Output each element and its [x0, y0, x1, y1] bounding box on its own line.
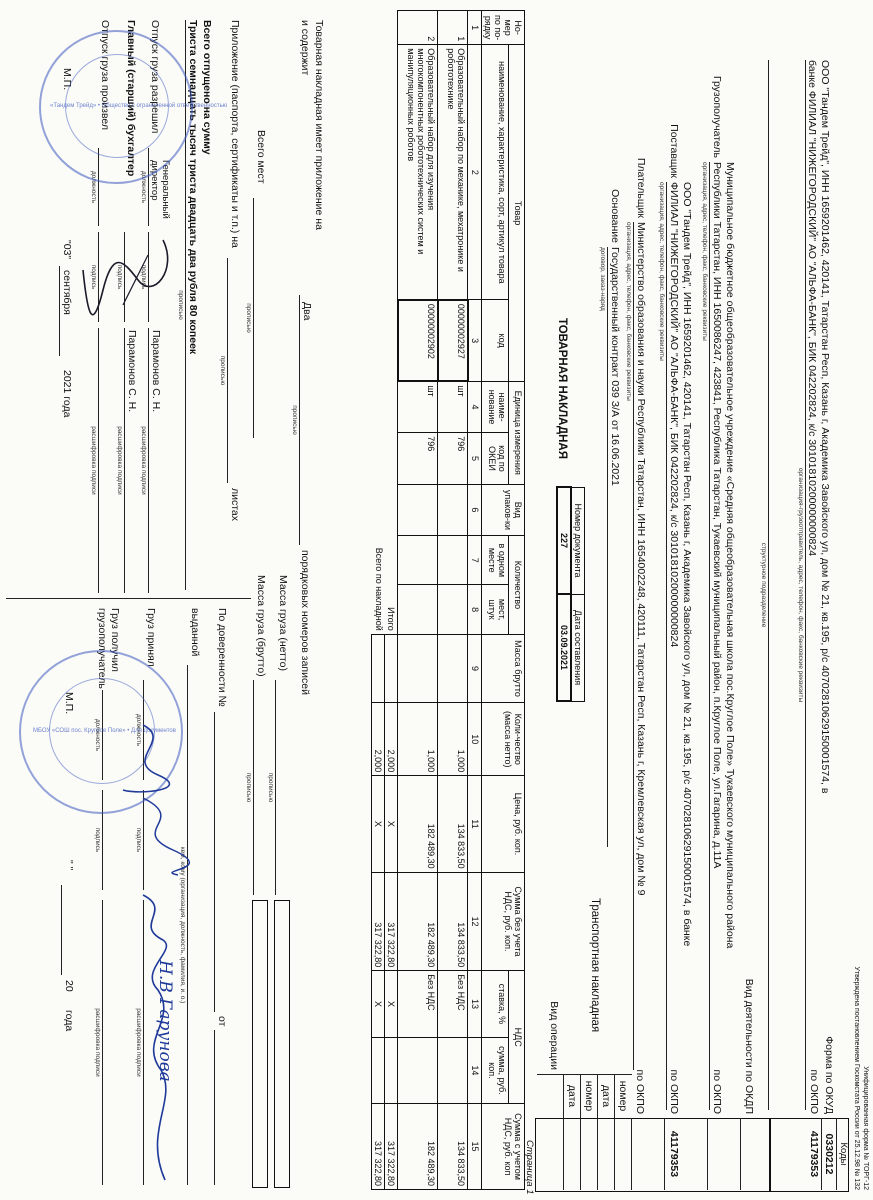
propisyu-5: прописью: [219, 355, 226, 386]
itogo-total: 317 322,80: [385, 1104, 398, 1190]
doc-date: 03.09.2021: [557, 594, 571, 701]
approved-label: Утверждена постановлением Госкомстата России от 25.12.98 № 132: [853, 966, 860, 1190]
permit-name: Парамонов С. Н.: [150, 330, 162, 413]
col-num: 9: [468, 634, 482, 703]
doc-number-header: Номер документа: [571, 487, 585, 594]
itogo-label: Итого: [385, 11, 398, 635]
okpo3-value: 41179353: [668, 1130, 680, 1178]
chief-accountant-name: Парамонов С. Н.: [126, 330, 138, 413]
position-caption-1: должность: [140, 170, 147, 204]
col-num: 6: [468, 484, 482, 535]
signature-caption-3: подпись: [90, 264, 97, 290]
col-num: 7: [468, 536, 482, 585]
col-num: 11: [468, 776, 482, 872]
permit-label: Отпуск груза разрешил: [149, 20, 161, 134]
net-mass-box: [274, 900, 290, 1188]
payer-caption: организация, адрес, телефон, факс, банковские реквизиты: [625, 222, 632, 401]
th-vat-rate: ставка, %: [482, 971, 509, 1037]
okpo-value: 41179353: [808, 1130, 820, 1178]
row-vat-rate: Без НДС: [398, 971, 438, 1037]
from-label: от: [216, 1016, 228, 1027]
position-caption-3: должность: [90, 170, 97, 204]
table-row: [438, 11, 468, 1190]
document-title: ТОВАРНАЯ НАКЛАДНАЯ: [556, 318, 568, 459]
date-day: "03": [61, 240, 73, 260]
vsego-sum: 317 322,80: [372, 872, 385, 971]
released-sum-label: Всего отпущено на сумму: [201, 20, 213, 155]
th-pack: Вид упаков-ки: [482, 484, 525, 535]
released-sum-value: Триста семнадцать тысяч триста двадцать два рубля 80 копеек: [187, 20, 199, 355]
col-num: 3: [468, 300, 482, 381]
position-caption-4: должность: [135, 713, 142, 747]
buyer-stamp-text: МБОУ «СОШ пос. Круглое Поле» • Для документов: [33, 728, 176, 734]
issued-label: выданной: [189, 608, 201, 657]
col-num: 14: [468, 1037, 482, 1103]
th-vat-sum: сумма, руб. коп.: [482, 1037, 509, 1103]
sheets-label: листах: [229, 488, 241, 522]
vsego-total: 317 322,80: [372, 1104, 385, 1190]
itogo-price: X: [385, 776, 398, 872]
th-no: Но-мер по по-рядку: [482, 11, 525, 45]
chief-accountant-label: Главный (старший) бухгалтер: [125, 20, 137, 177]
places-label: Всего мест: [255, 130, 267, 184]
position-caption-5: должность: [94, 718, 101, 752]
signature-caption-2: подпись: [116, 264, 123, 290]
ordinal-records: порядковых номеров записей: [299, 550, 311, 695]
mp-left: М.П.: [61, 68, 73, 91]
propisyu-2: прописью: [267, 772, 274, 803]
vsego-row: [372, 11, 385, 1190]
receive-date: " ": [63, 860, 75, 871]
okud-value: 0330212: [823, 1133, 835, 1175]
col-num: 1: [468, 11, 482, 45]
decode-caption-3: расшифровка подписи: [90, 426, 97, 495]
column-number-row: [468, 11, 482, 1190]
mp-right: М.П.: [63, 692, 75, 715]
basis-label: Основание: [609, 189, 621, 243]
payer-label: Плательщик: [635, 157, 647, 218]
consignee-line1: Муниципальное бюджетное общеобразовательное учреждение «Средняя общеобразовательная школа пос.Круглое Поле» Тукаевского муниципального района: [724, 162, 736, 949]
net-mass-label: Масса груза (нетто): [277, 575, 289, 671]
itogo-net: 2,000: [385, 703, 398, 776]
consignor-line1: ООО "Тандем Трейд", ИНН 1659201462, 420141, Татарстан Респ, Казань г, Академика Завойского ул, дом № 21, кв.195, р/с 40702810629150001574, в: [819, 60, 831, 794]
row-no: 2: [398, 11, 438, 45]
row-net: 1,000: [398, 703, 438, 776]
power-label: По доверенности №: [216, 608, 228, 707]
attachment-label: Приложение (паспорта, сертификаты и т.п.) на: [229, 20, 241, 248]
doc-number: 227: [557, 487, 571, 594]
supplier-line1: ООО "Тандем Трейд", ИНН 1659201462, 420141, Татарстан Респ, Казань г, Академика Завойского ул, дом № 21, кв.195, р/с 40702810629150001574, в банке: [681, 182, 693, 947]
accepted-signature-2: [123, 790, 193, 880]
date-year: 2021 года: [61, 370, 73, 418]
date2-label: дата: [566, 1084, 578, 1108]
th-name: наименование, характеристика, сорт, артикул товара: [482, 45, 509, 300]
okpo3-label: по ОКПО: [668, 1069, 680, 1114]
contains-label: и содержит: [299, 20, 311, 76]
okpo4-label: по ОКПО: [634, 1069, 646, 1114]
row-sum: 134 833,50: [438, 872, 468, 971]
decode-caption-2: расшифровка подписи: [116, 426, 123, 495]
signature-caption-4: подпись: [135, 827, 142, 853]
propisyu-3: прописью: [245, 772, 252, 803]
row-code: 00000002927: [438, 300, 468, 381]
vsego-label: Всего по накладной: [374, 547, 384, 631]
basis-value: Государственный контракт 039 З/А от 16.06.2021: [609, 247, 621, 486]
th-price: Цена, руб. коп.: [482, 776, 525, 872]
okud-label: Форма по ОКУД: [823, 1036, 835, 1114]
consignee-line2: Республики Татарстан, ИНН 1650086247, 423841, Республика Татарстан, Тукаевский муниципальный район, п.Круглое Поле, ул.Гагарина, д.11А: [711, 162, 723, 869]
goods-table: [372, 10, 526, 1190]
decode-caption-4: расшифровка подписи: [135, 1008, 142, 1077]
issued-caption: кем, кому (организация, должность, фамилия, и. о.): [179, 846, 186, 1004]
accepted-signature: [113, 720, 183, 800]
permit-position: Генеральный директор: [149, 160, 171, 219]
row-no: 1: [438, 11, 468, 45]
propisyu-6: прописью: [177, 290, 184, 320]
gross-mass-box: [252, 900, 268, 1188]
th-vat: НДС: [509, 971, 525, 1104]
receiver-handwritten-name: Н.В Гарунова: [155, 960, 175, 1082]
payer-line1: Министерство образования и науки Республики Татарстан, ИНН 1654002248, 420111, Татарстан Респ, Казань г, Кремлевская ул, дом № 9: [635, 222, 647, 896]
transport-label: Транспортная накладная: [589, 898, 601, 1033]
th-net: Коли-чество (масса нетто): [482, 703, 525, 776]
table-row: [398, 11, 438, 1190]
col-num: 13: [468, 971, 482, 1037]
row-okei: 796: [398, 433, 438, 484]
row-name: Образовательный набор по механике, мехатронике и робототехнике: [438, 45, 468, 300]
th-qty-one: в одном месте: [482, 536, 509, 585]
number2-label: номер: [583, 1080, 595, 1112]
unified-form-label: Унифицированная форма № ТОРГ-12: [862, 1066, 869, 1190]
supplier-line2: ФИЛИАЛ "НИЖЕГОРОДСКИЙ" АО "АЛЬФА-БАНК", БИК 042202824, к/с 30101810200000000824: [668, 182, 680, 648]
okdp-label: Вид деятельности по ОКДП: [743, 978, 755, 1114]
supplier-label: Поставщик: [668, 124, 680, 178]
itogo-sum: 317 322,80: [385, 872, 398, 971]
consignee-caption: организация, адрес, телефон, факс, банковские реквизиты: [701, 162, 708, 341]
shipped-label: Отпуск груза произвел: [99, 20, 111, 131]
th-sum-novat: Сумма без учета НДС, руб. коп.: [482, 872, 525, 971]
th-qty: Количество: [509, 536, 525, 635]
attachment-line: Товарная накладная имеет приложение на: [313, 20, 325, 230]
itogo-row: [385, 11, 398, 1190]
vsego-price: X: [372, 776, 385, 872]
contains-value: Два: [301, 302, 313, 321]
row-vat-rate: Без НДС: [438, 971, 468, 1037]
decode-caption-1: расшифровка подписи: [140, 426, 147, 495]
col-num: 12: [468, 872, 482, 971]
itogo-rate: X: [385, 971, 398, 1037]
th-unit-okei: код по ОКЕИ: [482, 433, 509, 484]
row-okei: 796: [438, 433, 468, 484]
col-num: 15: [468, 1104, 482, 1190]
receive-year-suffix: года: [63, 1010, 75, 1032]
row-price: 134 833,50: [438, 776, 468, 872]
propisyu-4: прописью: [245, 303, 252, 333]
th-qty-places: мест, штук: [482, 585, 509, 634]
propisyu-1: прописью: [291, 405, 298, 435]
seller-stamp-text: «Тандем Трейд» • Общество с ограниченной ответственностью: [50, 103, 228, 109]
row-code: 00000002902: [398, 300, 438, 381]
accepted-label: Груз принял: [145, 608, 157, 667]
signature-caption-5: подпись: [94, 827, 101, 853]
row-name: Образовательный набор для изучения многокомпонентных робототехнических систем и манипуляционных роботов: [398, 45, 438, 300]
gross-mass-label: Масса груза (брутто): [255, 575, 267, 677]
page-number: Страница 1: [524, 1140, 535, 1195]
operation-label: Вид операции: [548, 1001, 560, 1070]
th-unit: Единица измерения: [509, 381, 525, 484]
th-goods: Товар: [509, 45, 525, 382]
col-num: 8: [468, 585, 482, 634]
doc-date-header: Дата составления: [571, 594, 585, 701]
okpo2-label: по ОКПО: [711, 1069, 723, 1114]
decode-caption-5: расшифровка подписи: [94, 1008, 101, 1077]
col-num: 5: [468, 433, 482, 484]
th-total: Сумма с учетом НДС, руб. коп: [482, 1104, 525, 1190]
receive-year-prefix: 20: [63, 980, 75, 992]
doc-number-table: [556, 486, 585, 702]
col-num: 2: [468, 45, 482, 300]
row-price: 182 489,30: [398, 776, 438, 872]
row-total: 134 833,50: [438, 1104, 468, 1190]
row-unit: шт: [438, 381, 468, 432]
consignor-caption: организация-грузоотправитель, адрес, телефон, факс, банковские реквизиты: [797, 467, 804, 703]
okpo-label: по ОКПО: [808, 1069, 820, 1114]
codes-header: Коды: [838, 1142, 849, 1166]
row-net: 1,000: [438, 703, 468, 776]
vsego-rate: X: [372, 971, 385, 1037]
subdivision-caption: структурное подразделение: [760, 542, 767, 628]
col-num: 10: [468, 703, 482, 776]
row-unit: шт: [398, 381, 438, 432]
received-label: Груз получил грузополучатель: [96, 608, 121, 689]
row-total: 182 489,30: [398, 1104, 438, 1190]
basis-caption: договор, заказ-наряд: [599, 247, 606, 311]
th-unit-name: наиме-нование: [482, 381, 509, 432]
row-sum: 182 489,30: [398, 872, 438, 971]
vsego-net: 2,000: [372, 703, 385, 776]
th-gross: Масса брутто: [482, 634, 525, 703]
consignor-line2: банке ФИЛИАЛ "НИЖЕГОРОДСКИЙ" АО "АЛЬФА-БАНК", БИК 042202824, к/с 30101810200000000824: [806, 60, 818, 557]
date-label: дата: [600, 1084, 612, 1108]
date-month: сентября: [61, 270, 73, 315]
consignee-label: Грузополучатель: [711, 75, 723, 158]
codes-box-2: [535, 1118, 771, 1192]
col-num: 4: [468, 381, 482, 432]
supplier-caption: организация, адрес, телефон, факс, банковские реквизиты: [658, 182, 665, 361]
permit-signature: [73, 230, 183, 330]
th-code: код: [482, 300, 509, 381]
number-label: номер: [617, 1080, 629, 1112]
signature-caption-1: подпись: [140, 264, 147, 290]
